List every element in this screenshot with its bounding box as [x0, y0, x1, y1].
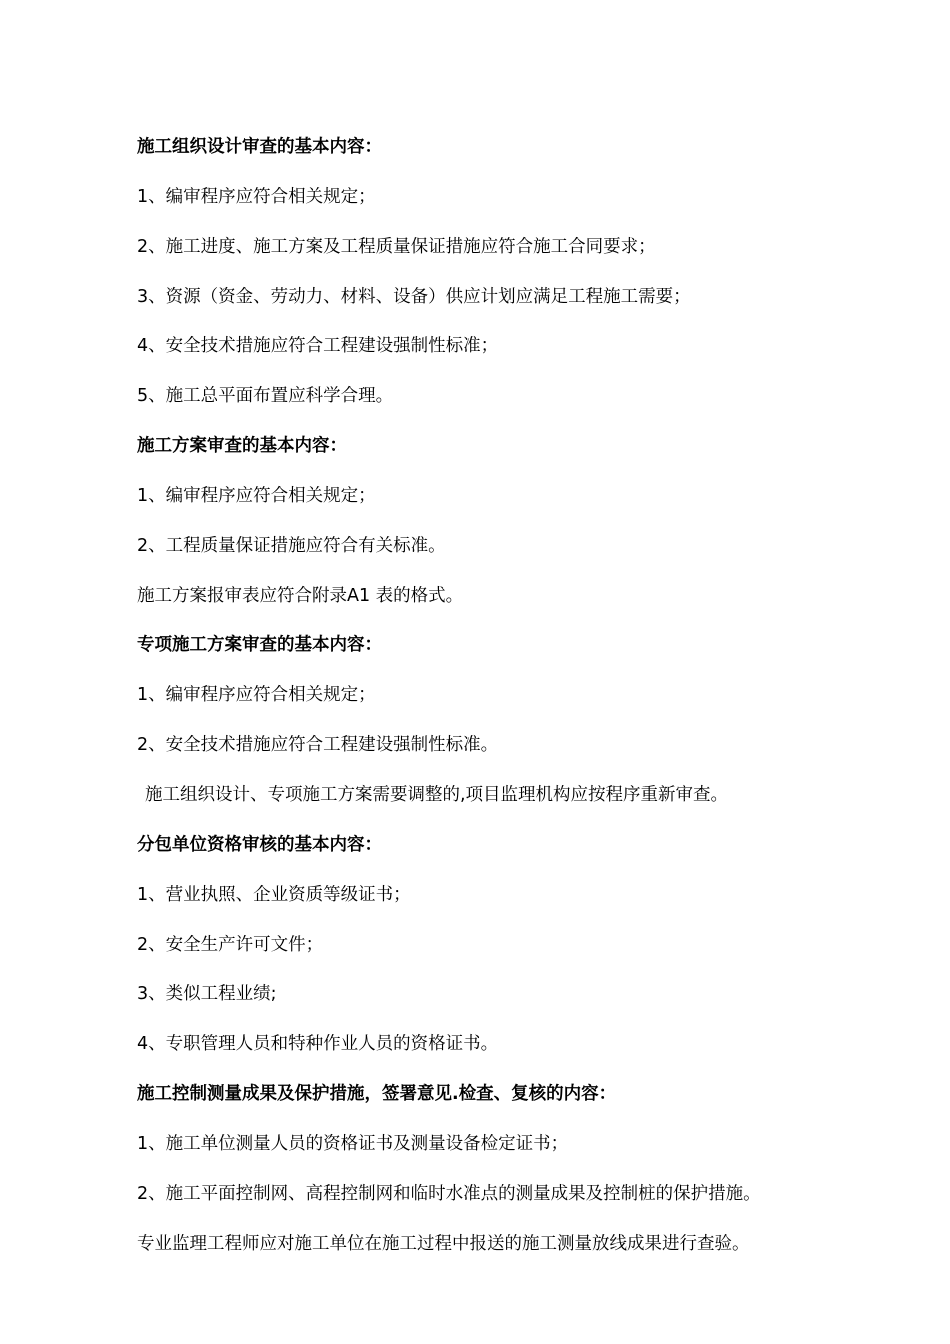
- list-item: 2、安全技术措施应符合工程建设强制性标准。: [137, 735, 499, 756]
- list-item: 3、类似工程业绩;: [137, 984, 277, 1005]
- section-heading-subcontractor-qualification: 分包单位资格审核的基本内容：: [137, 834, 382, 855]
- document-body: [137, 132, 917, 1278]
- paragraph: 专业监理工程师应对施工单位在施工过程中报送的施工测量放线成果进行查验。: [137, 1233, 750, 1254]
- paragraph-indented: 施工组织设计、专项施工方案需要调整的,项目监理机构应按程序重新审查。: [145, 784, 729, 805]
- section-heading-special-plan: 专项施工方案审查的基本内容：: [137, 635, 382, 656]
- list-item: 1、营业执照、企业资质等级证书；: [137, 884, 411, 905]
- list-item: 2、施工平面控制网、高程控制网和临时水准点的测量成果及控制桩的保护措施。: [137, 1183, 761, 1204]
- list-item: 1、施工单位测量人员的资格证书及测量设备检定证书；: [137, 1133, 569, 1154]
- list-item: 2、安全生产许可文件；: [137, 934, 324, 955]
- list-item: 1、编审程序应符合相关规定；: [137, 485, 376, 506]
- section-heading-construction-plan: 施工方案审查的基本内容：: [137, 436, 347, 457]
- list-item: 2、工程质量保证措施应符合有关标准。: [137, 535, 446, 556]
- list-item: 2、施工进度、施工方案及工程质量保证措施应符合施工合同要求；: [137, 236, 656, 257]
- section-heading-construction-org-design: 施工组织设计审查的基本内容：: [137, 137, 382, 157]
- list-item: 1、编审程序应符合相关规定；: [137, 685, 376, 706]
- list-item: 4、专职管理人员和特种作业人员的资格证书。: [137, 1034, 499, 1055]
- section-heading-survey-control: 施工控制测量成果及保护措施，签署意见.检查、复核的内容：: [137, 1084, 617, 1105]
- list-item: 5、施工总平面布置应科学合理。: [137, 386, 394, 407]
- list-item: 4、安全技术措施应符合工程建设强制性标准；: [137, 336, 499, 357]
- list-item: 1、编审程序应符合相关规定；: [137, 186, 376, 207]
- paragraph: 施工方案报审表应符合附录A1 表的格式。: [137, 585, 464, 606]
- list-item: 3、资源（资金、劳动力、材料、设备）供应计划应满足工程施工需要；: [137, 286, 691, 307]
